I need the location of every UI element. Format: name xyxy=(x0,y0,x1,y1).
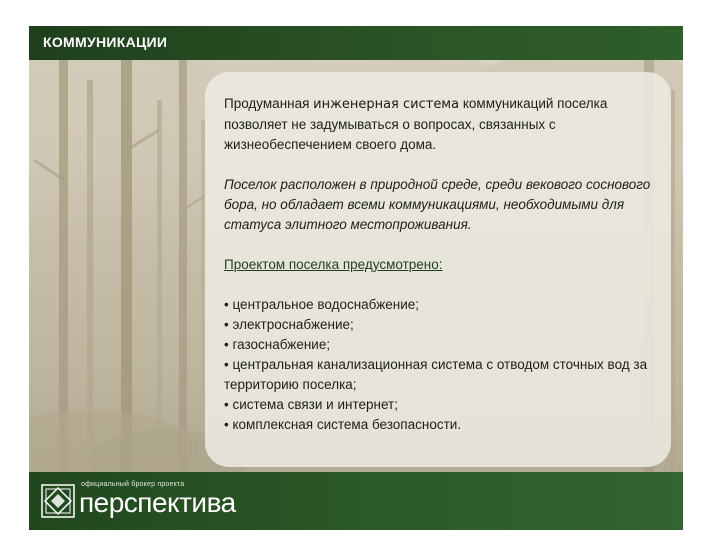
slide-header xyxy=(29,26,683,60)
list-item: • газоснабжение; xyxy=(224,337,331,352)
diamond-frame-icon xyxy=(41,484,75,518)
list-item: • электроснабжение; xyxy=(224,317,354,332)
paragraph-engineering-end: коммуникаций поселка позволяет не задумываться о вопросах, связанных с жизнеобеспечением своего дома. xyxy=(224,96,608,152)
list-item: • центральное водоснабжение; xyxy=(224,297,420,312)
paragraph-engineering-start: Продуманная xyxy=(224,96,314,111)
content-text xyxy=(224,94,664,435)
provisions-list xyxy=(224,295,664,435)
logo-wordmark: перспектива xyxy=(79,487,236,518)
logo-tagline: официальный брокер проекта xyxy=(81,481,185,488)
paragraph-engineering xyxy=(224,94,664,155)
highlight-engineering-system: инженерная система xyxy=(313,97,460,112)
slide-footer xyxy=(29,472,683,530)
list-item: • комплексная система безопасности. xyxy=(224,417,462,432)
paragraph-location: Поселок расположен в природной среде, среди векового соснового бора, но обладает всеми коммуникациями, необходимыми для статуса элитного местопроживания. xyxy=(224,177,651,232)
slide-title: КОММУНИКАЦИИ xyxy=(43,34,168,50)
list-item: • центральная канализационная система с отводом сточных вод за территорию поселка; xyxy=(224,357,648,392)
list-item: • система связи и интернет; xyxy=(224,397,398,412)
provisions-heading: Проектом поселка предусмотрено: xyxy=(224,257,443,272)
